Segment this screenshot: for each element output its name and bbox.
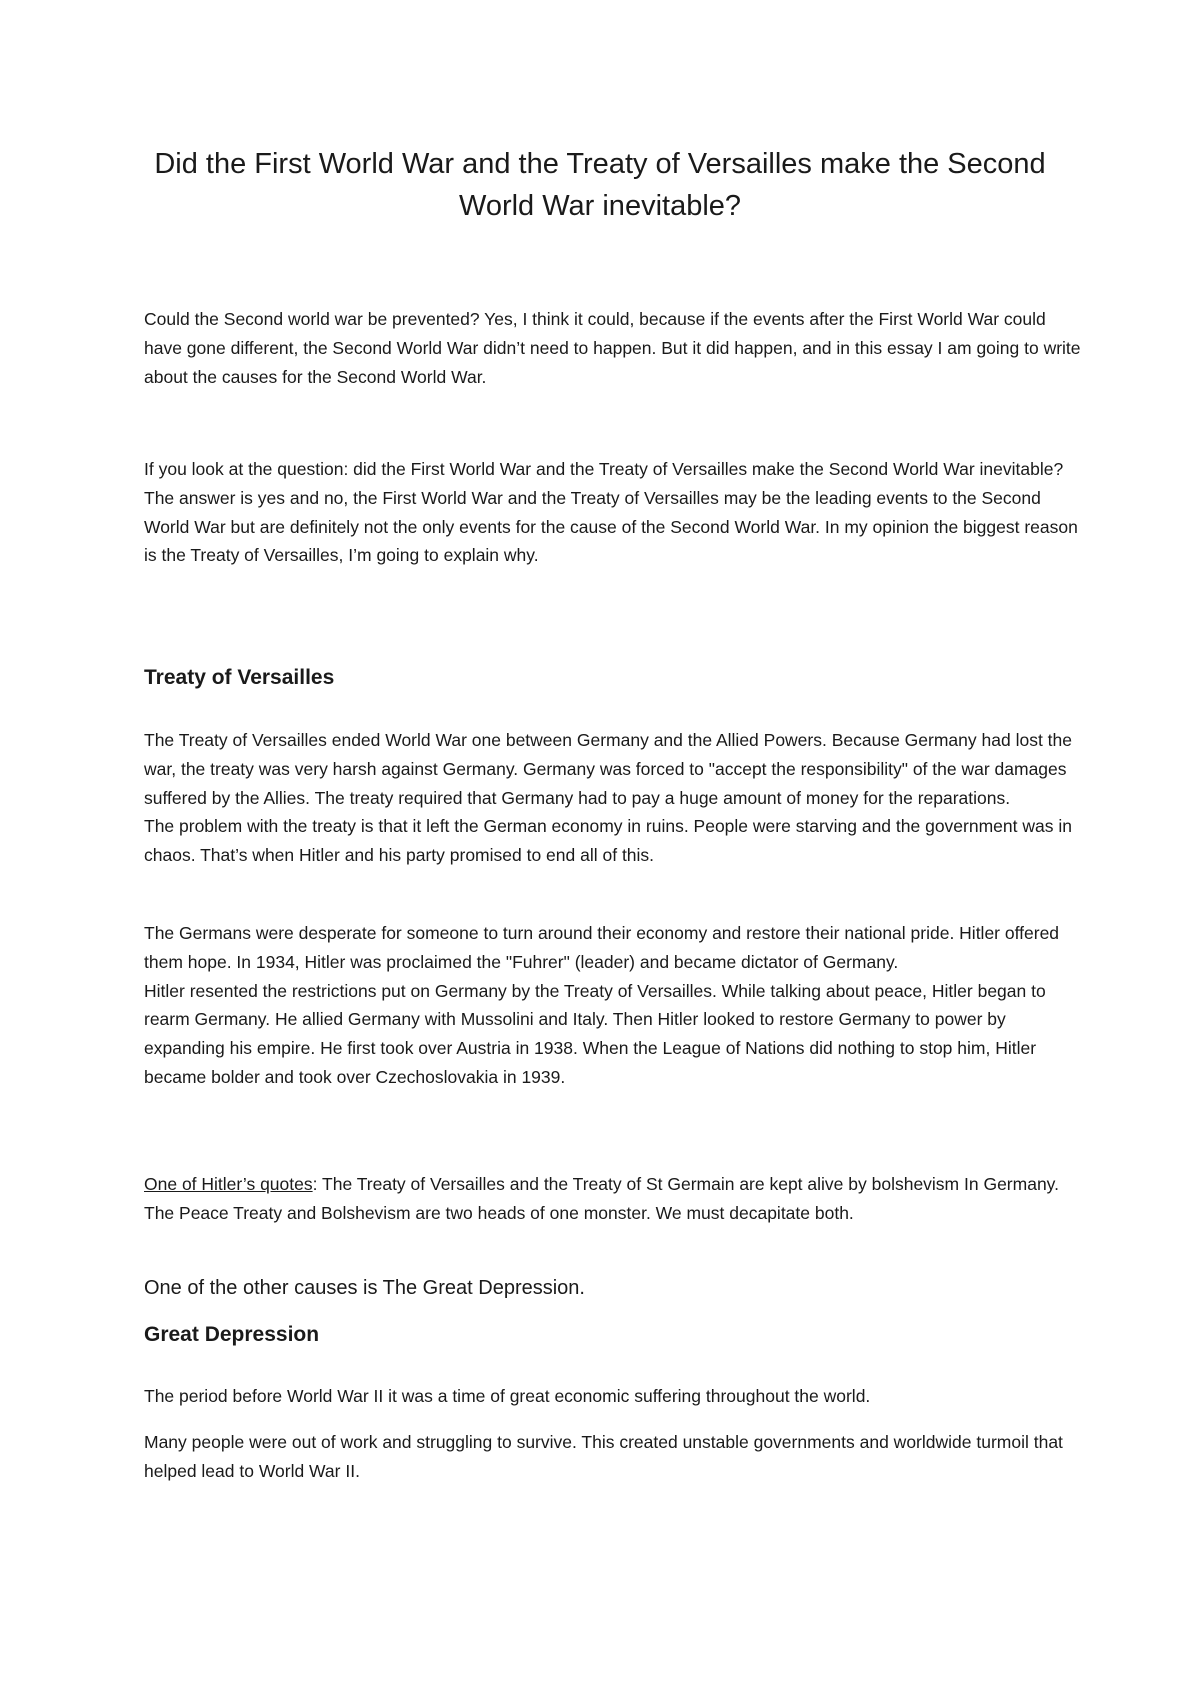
- treaty-paragraph-1a: The Treaty of Versailles ended World War one between Germany and the Allied Powers. Because Germany had lost the war, the treaty was very harsh against Germany. Germany was forced to "accept the responsibility" of the war damages suffered by the Allies. The treaty required that Germany had to pay a huge amount of money for the reparations.: [144, 730, 1072, 808]
- treaty-paragraph-1b: The problem with the treaty is that it left the German economy in ruins. People were starving and the government was in chaos. That’s when Hitler and his party promised to end all of this.: [144, 816, 1072, 866]
- quote-colon: :: [312, 1174, 318, 1194]
- document-title: Did the First World War and the Treaty of Versailles make the Second World War inevitable?: [154, 148, 1046, 222]
- heading-treaty-of-versailles: Treaty of Versailles: [144, 666, 335, 689]
- quote-text: The Treaty of Versailles and the Treaty of St Germain are kept alive by bolshevism In Germany. The Peace Treaty and Bolshevism are two heads of one monster. We must decapitate both.: [144, 1174, 1059, 1223]
- heading-great-depression: Great Depression: [144, 1323, 320, 1346]
- hitler-quote-paragraph: [144, 1170, 1084, 1228]
- treaty-paragraph-1: [144, 726, 1084, 870]
- treaty-paragraph-2: [144, 919, 1084, 1092]
- intro-paragraph-1: Could the Second world war be prevented? Yes, I think it could, because if the events after the First World War could have gone different, the Second World War didn’t need to happen. But it did happen, and in this essay I am going to write about the causes for the Second World War.: [144, 309, 1081, 387]
- treaty-paragraph-2b: Hitler resented the restrictions put on Germany by the Treaty of Versailles. While talking about peace, Hitler began to rearm Germany. He allied Germany with Mussolini and Italy. Then Hitler looked to restore Germany to power by expanding his empire. He first took over Austria in 1938. When the League of Nations did nothing to stop him, Hitler became bolder and took over Czechoslovakia in 1939.: [144, 980, 1046, 1087]
- other-causes-line: One of the other causes is The Great Depression.: [144, 1277, 585, 1299]
- treaty-paragraph-2a: The Germans were desperate for someone to turn around their economy and restore their national pride. Hitler offered them hope. In 1934, Hitler was proclaimed the "Fuhrer" (leader) and became dictator of Germany.: [144, 923, 1060, 972]
- intro-paragraph-2: If you look at the question: did the First World War and the Treaty of Versailles make the Second World War inevitable? The answer is yes and no, the First World War and the Treaty of Versailles may be the leading events to the Second World War but are definitely not the only events for the cause of the Second World War. In my opinion the biggest reason is the Treaty of Versailles, I’m going to explain why.: [144, 459, 1078, 566]
- quote-label: One of Hitler’s quotes: [144, 1174, 313, 1194]
- depression-paragraph-1: The period before World War II it was a time of great economic suffering throughout the world.: [144, 1386, 871, 1406]
- depression-paragraph-2: Many people were out of work and struggling to survive. This created unstable governments and worldwide turmoil that helped lead to World War II.: [144, 1432, 1063, 1481]
